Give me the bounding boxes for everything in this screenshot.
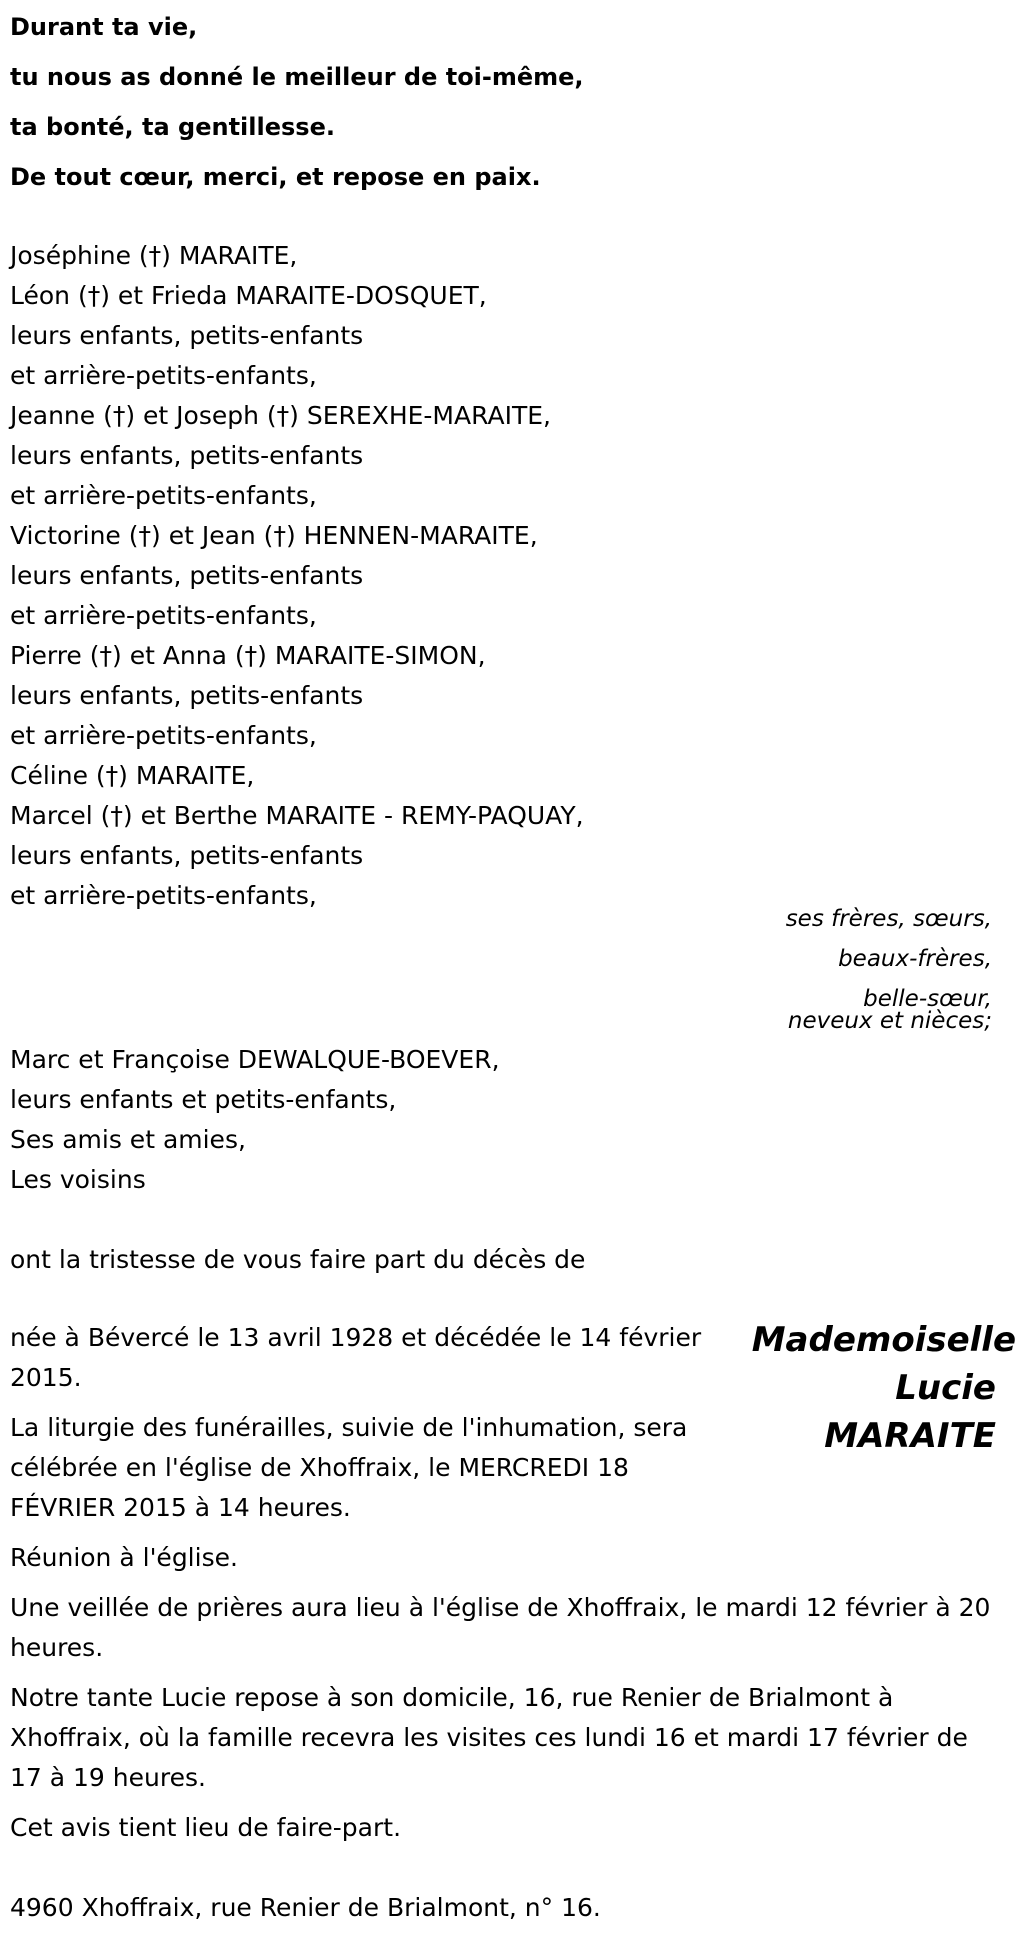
funeral-details: La liturgie des funérailles, suivie de l'inhumation, sera célébrée en l'église de Xhoffraix, le MERCREDI 18 FÉVRIER 2015 à 14 heures. bbox=[10, 1413, 688, 1522]
other-mourners bbox=[10, 1040, 500, 1200]
family-line: et arrière-petits-enfants, bbox=[10, 721, 317, 750]
mourner-line: Ses amis et amies, bbox=[10, 1125, 246, 1154]
family-line: Céline (†) MARAITE, bbox=[10, 761, 255, 790]
deceased-last-name: MARAITE bbox=[824, 1416, 996, 1456]
role-sister-in-law: belle-sœur, bbox=[863, 986, 992, 1012]
deceased-first-name: Lucie bbox=[895, 1368, 996, 1408]
visits-details: Notre tante Lucie repose à son domicile, 16, rue Renier de Brialmont à Xhoffraix, où la famille recevra les visites ces lundi 16 et mardi 17 février de 17 à 19 heures. bbox=[10, 1683, 968, 1792]
family-line: et arrière-petits-enfants, bbox=[10, 361, 317, 390]
family-line: Joséphine (†) MARAITE, bbox=[10, 241, 298, 270]
role-siblings: ses frères, sœurs, bbox=[785, 906, 992, 932]
family-line: leurs enfants, petits-enfants bbox=[10, 841, 364, 870]
announcement: ont la tristesse de vous faire part du décès de bbox=[10, 1245, 586, 1274]
mourner-line: Les voisins bbox=[10, 1165, 146, 1194]
family-line: leurs enfants, petits-enfants bbox=[10, 441, 364, 470]
family-line: Léon (†) et Frieda MARAITE-DOSQUET, bbox=[10, 281, 487, 310]
family-line: leurs enfants, petits-enfants bbox=[10, 321, 364, 350]
verse-line-2: tu nous as donné le meilleur de toi-même, bbox=[10, 63, 584, 91]
deceased-title: Mademoiselle bbox=[751, 1320, 1016, 1360]
verse-line-3: ta bonté, ta gentillesse. bbox=[10, 113, 335, 141]
family-line: leurs enfants, petits-enfants bbox=[10, 681, 364, 710]
family-line: leurs enfants, petits-enfants bbox=[10, 561, 364, 590]
family-line: Jeanne (†) et Joseph (†) SEREXHE-MARAITE, bbox=[10, 401, 551, 430]
verse-line-1: Durant ta vie, bbox=[10, 13, 198, 41]
vigil-details: Une veillée de prières aura lieu à l'église de Xhoffraix, le mardi 12 février à 20 heures. bbox=[10, 1593, 991, 1662]
family-line: et arrière-petits-enfants, bbox=[10, 881, 317, 910]
family-line: Pierre (†) et Anna (†) MARAITE-SIMON, bbox=[10, 641, 486, 670]
mourner-line: Marc et Françoise DEWALQUE-BOEVER, bbox=[10, 1045, 500, 1074]
mourner-line: leurs enfants et petits-enfants, bbox=[10, 1085, 397, 1114]
family-line: et arrière-petits-enfants, bbox=[10, 481, 317, 510]
meeting-place: Réunion à l'église. bbox=[10, 1543, 238, 1572]
family-line: et arrière-petits-enfants, bbox=[10, 601, 317, 630]
role-nephews-nieces: neveux et nièces; bbox=[787, 1008, 992, 1034]
family-line: Victorine (†) et Jean (†) HENNEN-MARAITE, bbox=[10, 521, 538, 550]
notice-text: Cet avis tient lieu de faire-part. bbox=[10, 1813, 402, 1842]
deceased-name bbox=[696, 1316, 1016, 1460]
verse-line-4: De tout cœur, merci, et repose en paix. bbox=[10, 163, 541, 191]
role-brothers-in-law: beaux-frères, bbox=[838, 946, 992, 972]
family-line: Marcel (†) et Berthe MARAITE - REMY-PAQUAY, bbox=[10, 801, 584, 830]
address: 4960 Xhoffraix, rue Renier de Brialmont, n° 16. bbox=[10, 1893, 601, 1922]
family-list bbox=[10, 236, 584, 916]
birth-death-dates: née à Bévercé le 13 avril 1928 et décédée le 14 février 2015. bbox=[10, 1323, 702, 1392]
